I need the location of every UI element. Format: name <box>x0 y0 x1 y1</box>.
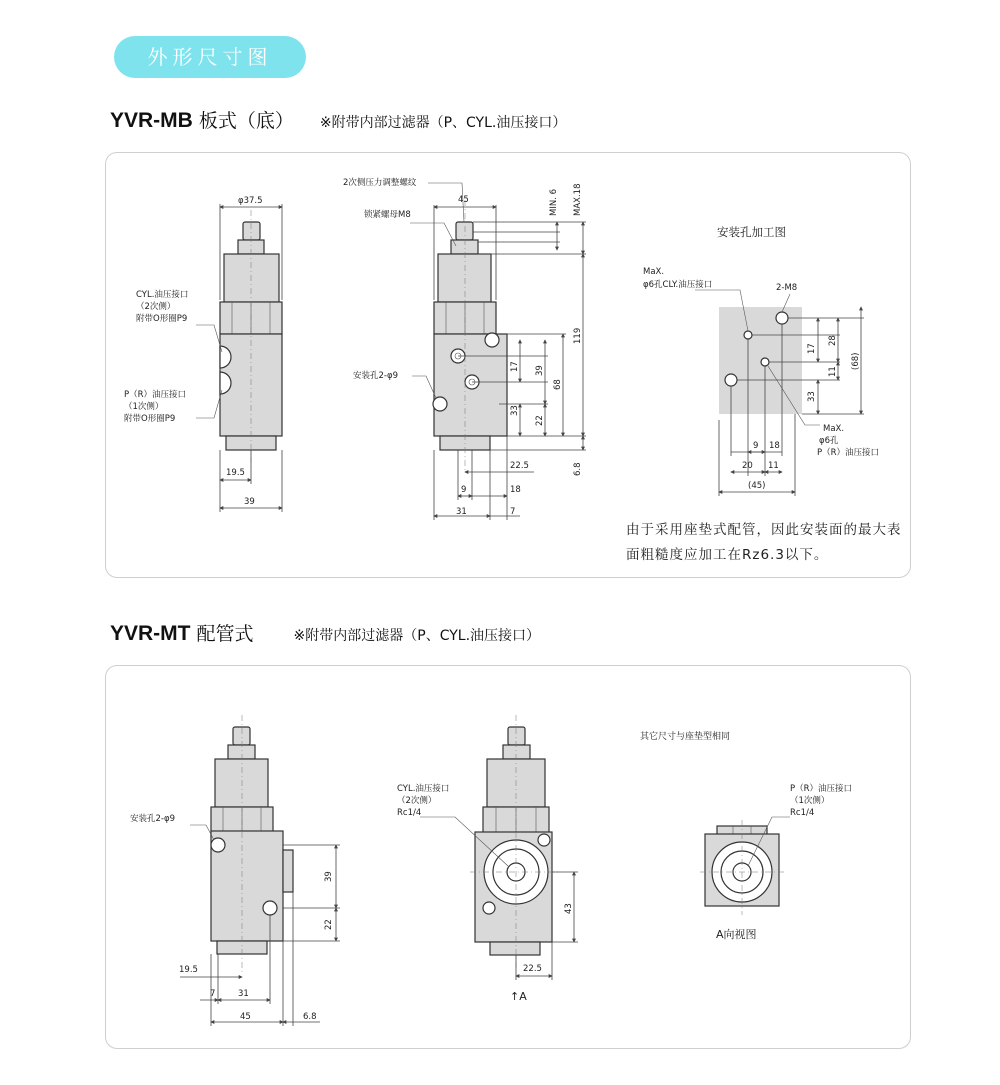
mt-front-view <box>180 715 340 1026</box>
mb-adjust-screw-label: 2次侧压力调整螺纹 <box>343 178 417 188</box>
mb-dim-9: 9 <box>461 485 467 495</box>
mb-hole-dim-17: 17 <box>807 343 817 354</box>
mt-dim-19-5: 19.5 <box>179 965 198 975</box>
mt-mount-hole-label: 安装孔2-φ9 <box>130 814 175 824</box>
mb-m8-label: 2-M8 <box>776 283 798 293</box>
mb-hole-dim-68: (68) <box>851 352 861 370</box>
mb-remark-line-2: 面粗糙度应加工在Rz6.3以下。 <box>626 547 829 563</box>
mb-dim-7: 7 <box>510 507 516 517</box>
mb-max-p-label: MaX. <box>823 424 845 434</box>
mb-model: YVR-MB <box>110 109 193 132</box>
mb-max-p-label-3: P（R）油压接口 <box>817 448 880 458</box>
mt-view-a-label: A向视图 <box>716 928 757 941</box>
mt-side-view <box>420 715 578 980</box>
mb-note: ※附带内部过滤器（P、CYL.油压接口） <box>319 115 567 131</box>
mb-hole-dim-45: (45) <box>748 481 766 491</box>
mb-dim-119: 119 <box>573 327 583 344</box>
mb-dim-39: 39 <box>244 497 255 507</box>
mb-dim-22: 22 <box>535 415 545 426</box>
mb-dim-min6: MIN. 6 <box>549 188 559 216</box>
mb-remark <box>626 518 902 568</box>
mt-p-port-label: P（R）油压接口 <box>790 784 853 794</box>
mt-a-view <box>700 817 790 915</box>
mb-max-cly-label: MaX. <box>643 267 665 277</box>
mb-dim-33: 33 <box>510 405 520 416</box>
mt-dim-22: 22 <box>324 919 334 930</box>
mb-cyl-port-label: CYL.油压接口 <box>136 290 189 300</box>
mb-p-side-label: （1次侧） <box>124 402 164 412</box>
mb-kind: 板式（底） <box>198 110 294 132</box>
mt-dim-31: 31 <box>238 989 249 999</box>
mb-max-p-label-2: φ6孔 <box>819 436 839 446</box>
mb-front-view <box>196 204 282 512</box>
mt-dim-22-5: 22.5 <box>523 964 542 974</box>
mb-dim-39b: 39 <box>535 365 545 376</box>
mb-p-port-label: P（R）油压接口 <box>124 390 187 400</box>
mb-hole-dim-28: 28 <box>828 335 838 346</box>
mb-hole-dim-20: 20 <box>742 461 753 471</box>
mb-lock-nut-label: 锁紧螺母M8 <box>364 210 411 220</box>
section-title-badge: 外形尺寸图 <box>114 36 306 78</box>
mt-cyl-port-label: CYL.油压接口 <box>397 784 450 794</box>
mt-cyl-side-label: （2次侧） <box>397 796 437 806</box>
mt-dim-6-8: 6.8 <box>303 1012 317 1022</box>
mb-dim-31: 31 <box>456 507 467 517</box>
mb-dim-19-5: 19.5 <box>226 468 245 478</box>
mb-dim-max18: MAX.18 <box>573 183 583 216</box>
mb-dim-18: 18 <box>510 485 521 495</box>
mb-cyl-side-label: （2次侧） <box>136 302 176 312</box>
mt-dim-45: 45 <box>240 1012 251 1022</box>
mt-arrow-a: ↑A <box>510 990 527 1003</box>
mt-dim-7: 7 <box>210 989 216 999</box>
mb-hole-title: 安装孔加工图 <box>717 225 786 239</box>
mb-max-cly-label-2: φ6孔CLY.油压接口 <box>643 280 713 290</box>
mb-hole-dim-33: 33 <box>807 391 817 402</box>
mb-hole-dim-9: 9 <box>753 441 759 451</box>
mt-kind: 配管式 <box>196 623 254 645</box>
mt-p-side-label: （1次侧） <box>790 796 830 806</box>
mt-note: ※附带内部过滤器（P、CYL.油压接口） <box>293 628 541 644</box>
mt-p-rc-label: Rc1/4 <box>790 808 815 818</box>
mt-model: YVR-MT <box>110 622 191 645</box>
mb-hole-pattern <box>695 290 864 496</box>
mb-dim-17: 17 <box>510 361 520 372</box>
mt-dim-39: 39 <box>324 871 334 882</box>
mb-dim-6-8: 6.8 <box>573 462 583 476</box>
mt-other-note: 其它尺寸与座垫型相同 <box>640 732 731 742</box>
mb-hole-dim-11b: 11 <box>768 461 779 471</box>
mt-cyl-rc-label: Rc1/4 <box>397 808 422 818</box>
mb-side-view <box>410 183 586 520</box>
mb-p-oring-label: 附带O形圈P9 <box>124 414 176 424</box>
mb-dim-68: 68 <box>553 379 563 390</box>
mb-hole-dim-11: 11 <box>828 366 838 377</box>
mt-dim-43: 43 <box>564 903 574 914</box>
mb-remark-line-1: 由于采用座垫式配管，因此安装面的最大表 <box>626 522 902 538</box>
mb-dia-label: φ37.5 <box>238 196 263 206</box>
mb-hole-dim-18: 18 <box>769 441 780 451</box>
mb-mount-hole-label: 安装孔2-φ9 <box>353 371 398 381</box>
mb-dim-22-5: 22.5 <box>510 461 529 471</box>
mb-cyl-oring-label: 附带O形圈P9 <box>136 314 188 324</box>
mb-dim-45: 45 <box>458 195 469 205</box>
